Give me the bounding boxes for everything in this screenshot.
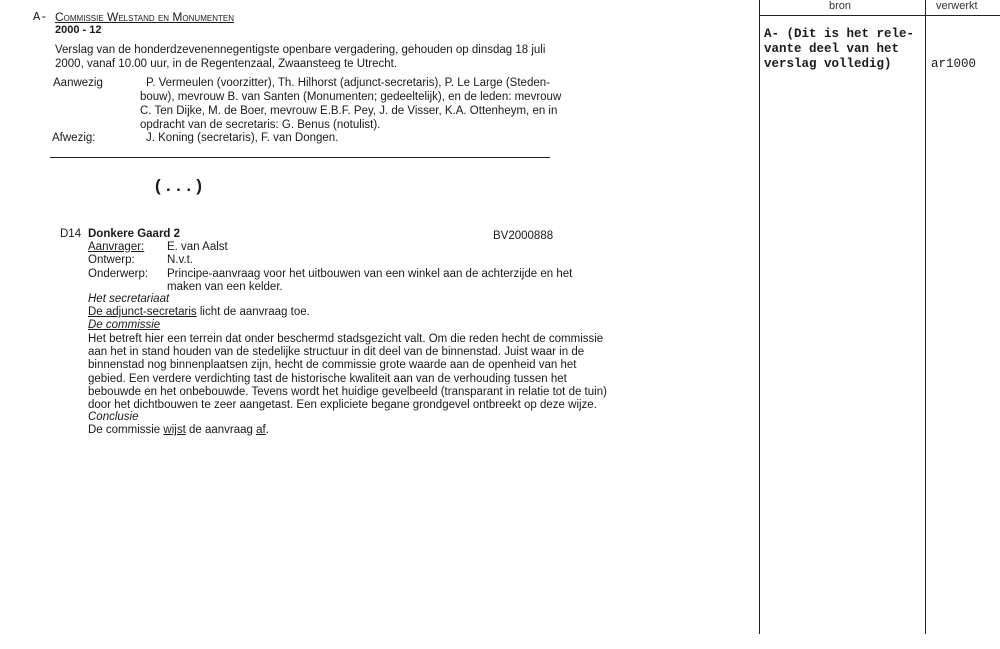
conclusion-part-a: De commissie [88,424,164,436]
secretariat-subject: De adjunct-secretaris [88,306,197,318]
section-divider [50,157,550,158]
present-label: Aanwezig [53,77,103,89]
conclusion-verb: wijst [163,424,186,436]
conclusion-period: . [265,424,269,436]
present-line-1: P. Vermeulen (voorzitter), Th. Hilhorst (adjunct-secretaris), P. Le Large (Steden- [146,77,550,89]
column-header-processed: verwerkt [936,0,978,12]
report-line-1: Verslag van de honderdzevenennegentigste openbare vergadering, gehouden op dinsdag 18 juli [55,44,546,56]
omission-ellipsis: (...) [153,178,205,197]
present-line-4: opdracht van de secretaris: G. Benus (notulist). [140,119,381,131]
commission-line-3: binnenstad nog binnenplaatsen zijn, hecht de commissie grote waarde aan de openheid van het [88,359,577,371]
design-label: Ontwerp: [88,254,135,266]
secretariat-heading: Het secretariaat [88,293,170,305]
source-note-line-1: A- (Dit is het rele- [764,27,915,41]
conclusion-part-c: de aanvraag [185,424,257,436]
design-value: N.v.t. [167,254,193,266]
absent-label: Afwezig: [52,132,96,144]
applicant-value: E. van Aalst [167,241,228,253]
conclusion-text [88,423,269,437]
applicant-label: Aanvrager: [88,241,145,253]
present-line-3: C. Ten Dijke, M. de Boer, mevrouw E.B.F. Pey, J. de Visser, K.A. Ottenheym, en in [140,105,558,117]
margin-marker: A- [33,10,48,24]
commission-line-6: door het dichtbouwen te zeer aangetast. Een expliciete begane grondgevel ontbreekt op deze wijze. [88,399,597,411]
secretariat-rest: licht de aanvraag toe. [196,306,310,318]
source-note-line-2: vante deel van het [764,42,900,56]
item-title: Donkere Gaard 2 [88,228,181,240]
column-header-source: bron [829,0,852,12]
commission-heading: De commissie [88,319,161,331]
conclusion-heading: Conclusie [88,411,139,423]
source-note-line-3: verslag volledig) [764,57,892,71]
subject-line-2: maken van een kelder. [167,281,283,293]
absent-text: J. Koning (secretaris), F. van Dongen. [146,132,339,144]
commission-line-1: Het betreft hier een terrein dat onder beschermd stadsgezicht valt. Om die reden hecht de commissie [88,333,604,345]
commission-line-5: bebouwde en het onbebouwde. Tevens wordt het huidige gevelbeeld (transparant in relatie tot de tuin) [88,386,607,398]
commission-line-2: aan het in stand houden van de stedelijke structuur in dit deel van de binnenstad. Juist waar in de [88,346,585,358]
processed-code: ar1000 [931,57,977,71]
subject-line-1: Principe-aanvraag voor het uitbouwen van een winkel aan de achterzijde en het [167,268,573,280]
subject-label: Onderwerp: [88,268,149,280]
item-code: D14 [60,228,82,240]
commission-line-4: gebied. Een verdere verdichting tast de historische kwaliteit aan van de verhouding tussen het [88,373,567,385]
report-line-2: 2000, vanaf 10.00 uur, in de Regentenzaal, Zwaansteeg te Utrecht. [55,58,398,70]
meeting-number: 2000 - 12 [55,24,102,36]
conclusion-particle: af [256,424,266,436]
item-reference: BV2000888 [493,230,554,242]
org-heading: Commissie Welstand en Monumenten [55,10,234,24]
table-left-border [759,0,760,634]
secretariat-text [88,305,310,319]
present-line-2: bouw), mevrouw B. van Santen (Monumenten; gedeeltelijk), en de leden: mevrouw [140,91,562,103]
table-header-rule [759,15,1000,16]
table-column-divider [925,0,926,634]
